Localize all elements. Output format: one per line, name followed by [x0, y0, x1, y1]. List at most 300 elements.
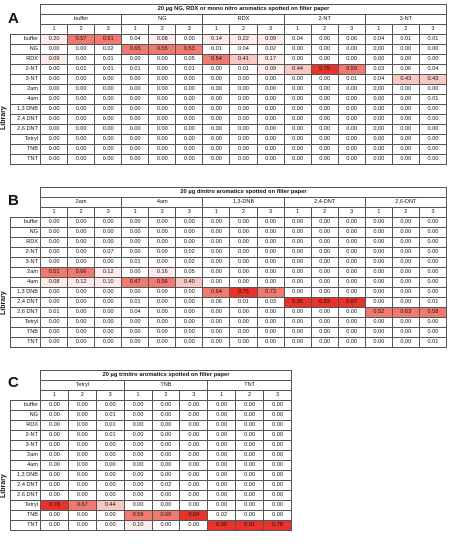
- value-cell: 0.00: [95, 125, 122, 135]
- value-cell: 0.00: [41, 451, 69, 461]
- row-label: TNT: [11, 338, 41, 348]
- value-cell: 0.00: [96, 401, 124, 411]
- value-cell: 0.00: [236, 411, 264, 421]
- value-cell: 0.00: [419, 125, 446, 135]
- row-label: buffer: [11, 35, 41, 45]
- table-row: [11, 491, 292, 501]
- value-cell: 0.00: [284, 135, 311, 145]
- value-cell: 0.00: [149, 95, 176, 105]
- row-label: TNT: [11, 155, 41, 165]
- value-cell: 0.04: [365, 35, 392, 45]
- value-cell: 0.00: [208, 471, 236, 481]
- value-cell: 0.00: [41, 238, 68, 248]
- value-cell: 0.00: [149, 105, 176, 115]
- value-cell: 0.00: [122, 55, 149, 65]
- value-cell: 0.00: [149, 85, 176, 95]
- replicate-header: 2: [149, 25, 176, 35]
- value-cell: 0.09: [257, 65, 284, 75]
- replicate-header: 2: [68, 391, 96, 401]
- value-cell: 0.00: [176, 135, 203, 145]
- value-cell: 0.00: [264, 511, 292, 521]
- value-cell: 0.00: [149, 328, 176, 338]
- value-cell: 0.00: [257, 145, 284, 155]
- value-cell: 0.00: [230, 268, 257, 278]
- value-cell: 0.00: [124, 481, 152, 491]
- row-label: 3-NT: [11, 441, 41, 451]
- replicate-header: 1: [365, 25, 392, 35]
- value-cell: 0.00: [95, 75, 122, 85]
- value-cell: 0.00: [208, 441, 236, 451]
- value-cell: 0.00: [149, 155, 176, 165]
- value-cell: 0.01: [68, 65, 95, 75]
- value-cell: 0.08: [41, 278, 68, 288]
- value-cell: 0.00: [149, 298, 176, 308]
- value-cell: 0.00: [365, 318, 392, 328]
- value-cell: 0.00: [419, 228, 446, 238]
- value-cell: 0.00: [95, 95, 122, 105]
- table-row: [11, 95, 447, 105]
- value-cell: 0.00: [95, 105, 122, 115]
- value-cell: 0.00: [419, 248, 446, 258]
- table-row: [11, 248, 447, 258]
- value-cell: 0.00: [338, 145, 365, 155]
- value-cell: 0.00: [392, 268, 419, 278]
- group-header: TNB: [124, 381, 208, 391]
- value-cell: 0.00: [95, 228, 122, 238]
- value-cell: 0.00: [68, 135, 95, 145]
- value-cell: 0.14: [203, 35, 230, 45]
- replicate-header: 1: [122, 25, 149, 35]
- value-cell: 0.00: [264, 421, 292, 431]
- table-row: [11, 411, 292, 421]
- value-cell: 0.67: [68, 501, 96, 511]
- value-cell: 0.84: [180, 511, 208, 521]
- table-row: [11, 278, 447, 288]
- value-cell: 0.00: [208, 451, 236, 461]
- value-cell: 0.00: [180, 471, 208, 481]
- value-cell: 0.00: [41, 298, 68, 308]
- table-row: [11, 55, 447, 65]
- row-label: 2,4 DNT: [11, 481, 41, 491]
- value-cell: 0.00: [149, 145, 176, 155]
- value-cell: 0.59: [124, 511, 152, 521]
- value-cell: 0.73: [257, 288, 284, 298]
- value-cell: 0.00: [176, 338, 203, 348]
- table-row: [11, 238, 447, 248]
- value-cell: 0.00: [284, 228, 311, 238]
- value-cell: 0.00: [311, 85, 338, 95]
- value-cell: 0.59: [338, 65, 365, 75]
- value-cell: 0.00: [419, 45, 446, 55]
- row-label: TNB: [11, 145, 41, 155]
- value-cell: 0.00: [176, 155, 203, 165]
- value-cell: 0.00: [68, 288, 95, 298]
- value-cell: 0.00: [95, 308, 122, 318]
- replicate-header: 1: [124, 391, 152, 401]
- value-cell: 0.00: [152, 451, 180, 461]
- replicate-header: 2: [149, 208, 176, 218]
- group-header: Tetryl: [41, 381, 125, 391]
- value-cell: 0.00: [203, 75, 230, 85]
- value-cell: 0.00: [419, 85, 446, 95]
- panel-title: 20 µg trinitro aromatics spotted on filter paper: [41, 371, 292, 381]
- value-cell: 0.00: [419, 238, 446, 248]
- value-cell: 0.83: [311, 298, 338, 308]
- replicate-header: 1: [203, 208, 230, 218]
- value-cell: 0.00: [96, 451, 124, 461]
- value-cell: 0.00: [122, 155, 149, 165]
- value-cell: 0.00: [68, 125, 95, 135]
- value-cell: 0.00: [122, 105, 149, 115]
- value-cell: 0.00: [68, 105, 95, 115]
- value-cell: 0.00: [149, 75, 176, 85]
- replicate-header: 3: [338, 208, 365, 218]
- value-cell: 0.00: [176, 95, 203, 105]
- panel-b-letter: B: [8, 192, 19, 209]
- value-cell: 0.00: [284, 125, 311, 135]
- replicate-header: 1: [284, 25, 311, 35]
- value-cell: 0.00: [284, 95, 311, 105]
- value-cell: 0.01: [122, 258, 149, 268]
- value-cell: 0.00: [203, 95, 230, 105]
- value-cell: 0.00: [338, 95, 365, 105]
- panel-title: 20 µg NG, RDX or mono nitro aromatics spotted on filter paper: [41, 5, 447, 15]
- replicate-header: 3: [419, 25, 446, 35]
- value-cell: 0.00: [95, 85, 122, 95]
- value-cell: 0.00: [257, 218, 284, 228]
- value-cell: 0.01: [419, 338, 446, 348]
- panel-a-y-axis-label: Library: [0, 106, 7, 130]
- value-cell: 0.00: [68, 218, 95, 228]
- value-cell: 0.00: [68, 308, 95, 318]
- value-cell: 0.00: [149, 228, 176, 238]
- row-label: 2-NT: [11, 431, 41, 441]
- value-cell: 0.00: [419, 105, 446, 115]
- group-header: 2,6-DNT: [365, 198, 446, 208]
- value-cell: 0.00: [203, 218, 230, 228]
- value-cell: 0.00: [203, 338, 230, 348]
- corner-cell: [11, 208, 41, 218]
- value-cell: 0.00: [203, 105, 230, 115]
- value-cell: 0.00: [392, 105, 419, 115]
- value-cell: 0.00: [257, 238, 284, 248]
- value-cell: 0.00: [257, 338, 284, 348]
- value-cell: 0.00: [68, 298, 95, 308]
- value-cell: 0.57: [68, 35, 95, 45]
- value-cell: 0.01: [203, 45, 230, 55]
- row-label: buffer: [11, 401, 41, 411]
- value-cell: 0.00: [95, 155, 122, 165]
- corner-cell: [11, 198, 41, 208]
- value-cell: 0.00: [95, 288, 122, 298]
- row-label: TNB: [11, 511, 41, 521]
- value-cell: 0.00: [41, 258, 68, 268]
- value-cell: 0.00: [392, 318, 419, 328]
- value-cell: 0.00: [230, 258, 257, 268]
- value-cell: 0.00: [257, 278, 284, 288]
- value-cell: 0.00: [338, 228, 365, 238]
- value-cell: 0.16: [149, 268, 176, 278]
- value-cell: 0.03: [257, 298, 284, 308]
- value-cell: 0.00: [41, 441, 69, 451]
- value-cell: 0.00: [311, 248, 338, 258]
- table-row: [11, 511, 292, 521]
- row-label: 2-NT: [11, 65, 41, 75]
- row-label: NG: [11, 411, 41, 421]
- value-cell: 0.00: [41, 115, 68, 125]
- value-cell: 0.00: [365, 105, 392, 115]
- value-cell: 0.00: [311, 75, 338, 85]
- value-cell: 0.00: [392, 145, 419, 155]
- replicate-header: 1: [41, 391, 69, 401]
- value-cell: 0.00: [95, 238, 122, 248]
- value-cell: 0.00: [311, 268, 338, 278]
- value-cell: 0.00: [122, 75, 149, 85]
- value-cell: 0.09: [41, 55, 68, 65]
- value-cell: 0.00: [180, 451, 208, 461]
- value-cell: 0.00: [208, 431, 236, 441]
- value-cell: 0.00: [152, 411, 180, 421]
- value-cell: 0.00: [180, 431, 208, 441]
- value-cell: 0.00: [338, 238, 365, 248]
- value-cell: 0.00: [203, 308, 230, 318]
- value-cell: 0.47: [122, 278, 149, 288]
- row-label: TNT: [11, 521, 41, 531]
- replicate-header: 1: [365, 208, 392, 218]
- value-cell: 0.00: [203, 268, 230, 278]
- value-cell: 0.00: [311, 115, 338, 125]
- value-cell: 0.55: [149, 45, 176, 55]
- value-cell: 0.01: [96, 411, 124, 421]
- value-cell: 0.04: [284, 35, 311, 45]
- value-cell: 0.17: [257, 55, 284, 65]
- value-cell: 0.00: [230, 218, 257, 228]
- value-cell: 0.00: [41, 125, 68, 135]
- value-cell: 0.00: [68, 155, 95, 165]
- value-cell: 0.01: [176, 65, 203, 75]
- value-cell: 0.00: [149, 288, 176, 298]
- value-cell: 0.00: [338, 115, 365, 125]
- value-cell: 0.00: [311, 338, 338, 348]
- value-cell: 0.00: [152, 431, 180, 441]
- value-cell: 0.00: [365, 45, 392, 55]
- value-cell: 0.00: [257, 228, 284, 238]
- value-cell: 0.00: [68, 511, 96, 521]
- value-cell: 0.00: [311, 238, 338, 248]
- value-cell: 0.44: [284, 65, 311, 75]
- value-cell: 0.87: [338, 298, 365, 308]
- value-cell: 0.00: [419, 268, 446, 278]
- value-cell: 0.00: [392, 328, 419, 338]
- value-cell: 0.41: [230, 55, 257, 65]
- value-cell: 0.00: [284, 268, 311, 278]
- value-cell: 0.08: [149, 35, 176, 45]
- value-cell: 0.04: [122, 308, 149, 318]
- value-cell: 0.00: [365, 298, 392, 308]
- value-cell: 0.00: [257, 248, 284, 258]
- value-cell: 0.00: [257, 308, 284, 318]
- value-cell: 0.00: [122, 338, 149, 348]
- value-cell: 0.00: [311, 288, 338, 298]
- row-label: 3-NT: [11, 75, 41, 85]
- row-label: 1,3 DNB: [11, 471, 41, 481]
- value-cell: 0.00: [230, 145, 257, 155]
- value-cell: 0.06: [203, 298, 230, 308]
- value-cell: 0.00: [338, 105, 365, 115]
- value-cell: 0.00: [365, 278, 392, 288]
- table-row: [11, 155, 447, 165]
- table-row: [11, 218, 447, 228]
- value-cell: 0.00: [96, 461, 124, 471]
- value-cell: 0.00: [122, 288, 149, 298]
- group-header: 4am: [122, 198, 203, 208]
- value-cell: 0.00: [230, 155, 257, 165]
- row-label: Tetryl: [11, 135, 41, 145]
- value-cell: 0.00: [230, 75, 257, 85]
- value-cell: 0.00: [180, 401, 208, 411]
- table-row: [11, 421, 292, 431]
- value-cell: 0.00: [392, 338, 419, 348]
- value-cell: 0.40: [176, 278, 203, 288]
- value-cell: 0.00: [419, 155, 446, 165]
- value-cell: 0.91: [236, 521, 264, 531]
- value-cell: 0.05: [176, 268, 203, 278]
- value-cell: 0.00: [365, 238, 392, 248]
- value-cell: 0.00: [230, 278, 257, 288]
- value-cell: 0.00: [338, 45, 365, 55]
- value-cell: 0.00: [264, 431, 292, 441]
- table-row: [11, 135, 447, 145]
- value-cell: 0.01: [392, 35, 419, 45]
- value-cell: 0.00: [208, 461, 236, 471]
- value-cell: 0.00: [284, 218, 311, 228]
- value-cell: 0.01: [95, 55, 122, 65]
- value-cell: 0.00: [284, 318, 311, 328]
- row-label: RDX: [11, 421, 41, 431]
- value-cell: 0.00: [208, 421, 236, 431]
- value-cell: 0.00: [392, 155, 419, 165]
- value-cell: 0.00: [203, 228, 230, 238]
- replicate-header: 3: [264, 391, 292, 401]
- value-cell: 0.00: [180, 491, 208, 501]
- value-cell: 0.00: [122, 318, 149, 328]
- value-cell: 0.00: [68, 421, 96, 431]
- value-cell: 0.06: [392, 65, 419, 75]
- value-cell: 0.65: [122, 45, 149, 55]
- row-label: 4am: [11, 95, 41, 105]
- value-cell: 0.00: [257, 115, 284, 125]
- panel-b-table: [10, 187, 447, 348]
- row-label: buffer: [11, 218, 41, 228]
- value-cell: 0.00: [236, 421, 264, 431]
- value-cell: 0.00: [284, 105, 311, 115]
- row-label: 2,6 DNT: [11, 125, 41, 135]
- value-cell: 0.00: [392, 258, 419, 268]
- value-cell: 0.00: [176, 35, 203, 45]
- value-cell: 0.96: [208, 521, 236, 531]
- value-cell: 0.01: [95, 65, 122, 75]
- group-header: RDX: [203, 15, 284, 25]
- value-cell: 0.00: [152, 461, 180, 471]
- value-cell: 0.00: [149, 238, 176, 248]
- value-cell: 0.00: [68, 75, 95, 85]
- corner-cell: [11, 25, 41, 35]
- value-cell: 0.00: [257, 85, 284, 95]
- value-cell: 0.00: [95, 145, 122, 155]
- value-cell: 0.00: [284, 145, 311, 155]
- value-cell: 0.00: [149, 115, 176, 125]
- value-cell: 0.00: [264, 491, 292, 501]
- table-row: [11, 441, 292, 451]
- value-cell: 0.00: [176, 125, 203, 135]
- value-cell: 0.00: [41, 85, 68, 95]
- value-cell: 0.00: [149, 135, 176, 145]
- value-cell: 0.00: [257, 75, 284, 85]
- value-cell: 0.00: [365, 258, 392, 268]
- replicate-header: 3: [176, 25, 203, 35]
- value-cell: 0.00: [311, 318, 338, 328]
- value-cell: 0.00: [95, 258, 122, 268]
- table-row: [11, 328, 447, 338]
- value-cell: 0.00: [419, 318, 446, 328]
- value-cell: 0.00: [338, 155, 365, 165]
- value-cell: 0.00: [236, 491, 264, 501]
- value-cell: 0.00: [257, 105, 284, 115]
- value-cell: 0.00: [180, 411, 208, 421]
- value-cell: 0.00: [365, 288, 392, 298]
- row-label: 3-NT: [11, 258, 41, 268]
- value-cell: 0.00: [264, 481, 292, 491]
- value-cell: 0.00: [149, 218, 176, 228]
- value-cell: 0.00: [180, 501, 208, 511]
- table-row: [11, 471, 292, 481]
- value-cell: 0.01: [338, 75, 365, 85]
- value-cell: 0.00: [338, 55, 365, 65]
- value-cell: 0.00: [230, 105, 257, 115]
- value-cell: 0.00: [122, 95, 149, 105]
- value-cell: 0.44: [96, 501, 124, 511]
- replicate-header: 3: [257, 208, 284, 218]
- value-cell: 0.00: [68, 85, 95, 95]
- table-row: [11, 501, 292, 511]
- value-cell: 0.00: [68, 328, 95, 338]
- value-cell: 0.00: [203, 135, 230, 145]
- group-header: 2am: [41, 198, 122, 208]
- value-cell: 0.00: [284, 75, 311, 85]
- value-cell: 0.00: [284, 85, 311, 95]
- value-cell: 0.02: [95, 45, 122, 55]
- value-cell: 0.00: [203, 115, 230, 125]
- value-cell: 0.64: [203, 288, 230, 298]
- row-label: RDX: [11, 238, 41, 248]
- replicate-header: 2: [392, 25, 419, 35]
- value-cell: 0.22: [230, 35, 257, 45]
- value-cell: 0.01: [419, 35, 446, 45]
- value-cell: 0.00: [338, 248, 365, 258]
- value-cell: 0.00: [203, 238, 230, 248]
- value-cell: 0.00: [311, 228, 338, 238]
- value-cell: 0.00: [41, 431, 69, 441]
- value-cell: 0.00: [208, 411, 236, 421]
- value-cell: 0.00: [203, 155, 230, 165]
- value-cell: 0.00: [149, 308, 176, 318]
- value-cell: 0.00: [419, 145, 446, 155]
- value-cell: 0.20: [41, 35, 68, 45]
- replicate-header: 2: [230, 208, 257, 218]
- value-cell: 0.00: [392, 85, 419, 95]
- value-cell: 0.00: [365, 55, 392, 65]
- value-cell: 0.01: [41, 308, 68, 318]
